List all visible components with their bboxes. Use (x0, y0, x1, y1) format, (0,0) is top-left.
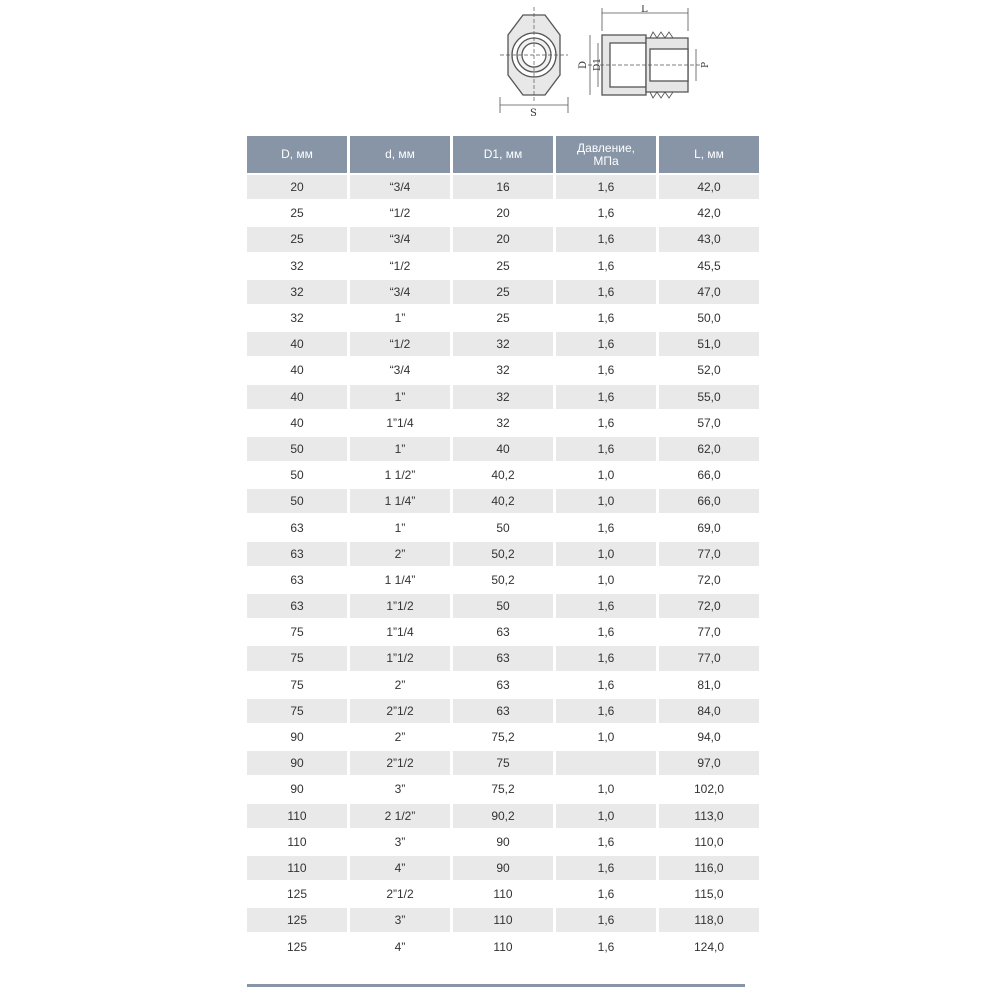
table-row (247, 542, 759, 568)
cell-d1: 110 (453, 882, 553, 908)
spec-table (244, 136, 762, 961)
cell-d-outer: 50 (247, 437, 347, 463)
cell-d-outer: 40 (247, 332, 347, 358)
cell-pressure: 1,6 (556, 673, 656, 699)
cell-d-outer: 63 (247, 568, 347, 594)
cell-d-thread: 1” (350, 306, 450, 332)
table-row (247, 227, 759, 253)
label-d1: D1 (593, 58, 603, 71)
cell-d-outer: 50 (247, 463, 347, 489)
label-l: L (641, 5, 648, 15)
cell-d-thread: “1/2 (350, 254, 450, 280)
cell-d1: 63 (453, 646, 553, 672)
cell-length: 55,0 (659, 385, 759, 411)
table-row (247, 908, 759, 934)
cell-d-outer: 75 (247, 620, 347, 646)
cell-d-outer: 32 (247, 306, 347, 332)
cell-d1: 50 (453, 594, 553, 620)
cell-pressure: 1,6 (556, 332, 656, 358)
cell-d1: 40,2 (453, 463, 553, 489)
cell-d1: 32 (453, 358, 553, 384)
cell-d-thread: 1 1/4” (350, 568, 450, 594)
cell-d-thread: “1/2 (350, 332, 450, 358)
table-row (247, 646, 759, 672)
table-row (247, 777, 759, 803)
cell-length: 66,0 (659, 463, 759, 489)
table-row (247, 280, 759, 306)
cell-d-thread: 2” (350, 542, 450, 568)
table-row (247, 568, 759, 594)
cell-d1: 75,2 (453, 777, 553, 803)
cell-d1: 50,2 (453, 568, 553, 594)
header-d1: D1, мм (453, 136, 553, 175)
table-row (247, 751, 759, 777)
cell-d-outer: 32 (247, 254, 347, 280)
table-row (247, 882, 759, 908)
fitting-side-view (588, 8, 700, 98)
cell-pressure: 1,6 (556, 385, 656, 411)
cell-pressure: 1,6 (556, 646, 656, 672)
cell-pressure: 1,6 (556, 620, 656, 646)
cell-d-outer: 125 (247, 934, 347, 960)
cell-d-thread: “1/2 (350, 201, 450, 227)
table-row (247, 934, 759, 960)
table-row (247, 489, 759, 515)
cell-length: 102,0 (659, 777, 759, 803)
cell-length: 66,0 (659, 489, 759, 515)
cell-pressure: 1,6 (556, 358, 656, 384)
cell-d-outer: 75 (247, 673, 347, 699)
cell-d-outer: 63 (247, 515, 347, 541)
cell-pressure: 1,6 (556, 856, 656, 882)
cell-d1: 25 (453, 306, 553, 332)
cell-pressure: 1,6 (556, 830, 656, 856)
cell-pressure: 1,0 (556, 463, 656, 489)
cell-length: 45,5 (659, 254, 759, 280)
cell-d1: 90 (453, 830, 553, 856)
cell-pressure: 1,6 (556, 280, 656, 306)
cell-d1: 16 (453, 175, 553, 201)
cell-d-thread: 2”1/2 (350, 699, 450, 725)
cell-d-thread: 2”1/2 (350, 882, 450, 908)
cell-d1: 40,2 (453, 489, 553, 515)
cell-d-outer: 90 (247, 751, 347, 777)
cell-d-thread: 1” (350, 385, 450, 411)
cell-pressure: 1,0 (556, 725, 656, 751)
cell-pressure: 1,6 (556, 934, 656, 960)
cell-d-thread: 1”1/2 (350, 646, 450, 672)
cell-d1: 32 (453, 411, 553, 437)
cell-d-thread: 1”1/2 (350, 594, 450, 620)
cell-d-thread: 1 1/2” (350, 463, 450, 489)
cell-d-thread: 2” (350, 725, 450, 751)
cell-d-outer: 20 (247, 175, 347, 201)
cell-length: 77,0 (659, 542, 759, 568)
header-pressure: Давление, МПа (556, 136, 656, 175)
table-bottom-rule (247, 984, 745, 987)
cell-d-outer: 50 (247, 489, 347, 515)
table-row (247, 463, 759, 489)
cell-d-outer: 125 (247, 908, 347, 934)
cell-d-thread: 2” (350, 673, 450, 699)
cell-length: 97,0 (659, 751, 759, 777)
cell-length: 57,0 (659, 411, 759, 437)
header-length: L, мм (659, 136, 759, 175)
cell-d1: 25 (453, 280, 553, 306)
header-d-thread: d, мм (350, 136, 450, 175)
cell-d1: 75 (453, 751, 553, 777)
cell-length: 52,0 (659, 358, 759, 384)
cell-pressure: 1,6 (556, 437, 656, 463)
cell-length: 47,0 (659, 280, 759, 306)
table-row (247, 699, 759, 725)
cell-length: 77,0 (659, 646, 759, 672)
cell-d1: 63 (453, 699, 553, 725)
cell-d-outer: 110 (247, 830, 347, 856)
cell-length: 43,0 (659, 227, 759, 253)
cell-d-outer: 90 (247, 777, 347, 803)
cell-d-outer: 110 (247, 804, 347, 830)
cell-d1: 75,2 (453, 725, 553, 751)
cell-d-thread: 2”1/2 (350, 751, 450, 777)
cell-pressure: 1,6 (556, 175, 656, 201)
cell-length: 110,0 (659, 830, 759, 856)
cell-length: 116,0 (659, 856, 759, 882)
table-header-row (247, 136, 759, 175)
table-row (247, 856, 759, 882)
table-row (247, 332, 759, 358)
cell-length: 81,0 (659, 673, 759, 699)
table-row (247, 673, 759, 699)
cell-pressure: 1,6 (556, 254, 656, 280)
table-row (247, 254, 759, 280)
cell-pressure: 1,6 (556, 411, 656, 437)
table-row (247, 358, 759, 384)
label-d: D (578, 60, 589, 69)
table-row (247, 804, 759, 830)
fitting-drawing (490, 5, 725, 120)
table-row (247, 725, 759, 751)
table-row (247, 175, 759, 201)
cell-d-outer: 125 (247, 882, 347, 908)
cell-pressure: 1,6 (556, 306, 656, 332)
cell-d-thread: “3/4 (350, 358, 450, 384)
cell-length: 42,0 (659, 201, 759, 227)
table-row (247, 201, 759, 227)
cell-pressure: 1,0 (556, 542, 656, 568)
cell-d-thread: 1”1/4 (350, 411, 450, 437)
cell-d1: 20 (453, 201, 553, 227)
cell-d-outer: 40 (247, 385, 347, 411)
cell-d-thread: 3” (350, 908, 450, 934)
cell-pressure: 1,0 (556, 568, 656, 594)
header-d-outer: D, мм (247, 136, 347, 175)
table-row (247, 594, 759, 620)
table-row (247, 620, 759, 646)
cell-d1: 110 (453, 908, 553, 934)
cell-d1: 50,2 (453, 542, 553, 568)
cell-d-outer: 25 (247, 227, 347, 253)
cell-d-thread: 1 1/4” (350, 489, 450, 515)
cell-d-outer: 40 (247, 358, 347, 384)
cell-d1: 40 (453, 437, 553, 463)
cell-length: 124,0 (659, 934, 759, 960)
cell-d-outer: 40 (247, 411, 347, 437)
cell-d1: 110 (453, 934, 553, 960)
cell-length: 72,0 (659, 568, 759, 594)
cell-length: 50,0 (659, 306, 759, 332)
cell-d-outer: 63 (247, 542, 347, 568)
cell-d1: 90 (453, 856, 553, 882)
table-body (247, 175, 759, 961)
cell-length: 69,0 (659, 515, 759, 541)
cell-length: 84,0 (659, 699, 759, 725)
cell-d1: 50 (453, 515, 553, 541)
cell-d-outer: 63 (247, 594, 347, 620)
cell-d-outer: 75 (247, 646, 347, 672)
table-row (247, 385, 759, 411)
cell-d-thread: 3” (350, 777, 450, 803)
cell-pressure: 1,0 (556, 804, 656, 830)
cell-length: 94,0 (659, 725, 759, 751)
cell-length: 42,0 (659, 175, 759, 201)
cell-d-thread: 4” (350, 934, 450, 960)
cell-pressure: 1,6 (556, 908, 656, 934)
cell-length: 118,0 (659, 908, 759, 934)
cell-pressure: 1,6 (556, 882, 656, 908)
cell-d1: 90,2 (453, 804, 553, 830)
cell-d1: 20 (453, 227, 553, 253)
cell-d-thread: “3/4 (350, 280, 450, 306)
cell-d-thread: 3” (350, 830, 450, 856)
table-row (247, 830, 759, 856)
table-row (247, 411, 759, 437)
cell-pressure: 1,0 (556, 777, 656, 803)
cell-length: 77,0 (659, 620, 759, 646)
cell-d1: 25 (453, 254, 553, 280)
cell-d1: 32 (453, 385, 553, 411)
cell-length: 72,0 (659, 594, 759, 620)
cell-d-thread: 1” (350, 515, 450, 541)
cell-d-outer: 110 (247, 856, 347, 882)
cell-d-outer: 25 (247, 201, 347, 227)
cell-pressure: 1,6 (556, 227, 656, 253)
cell-d-thread: “3/4 (350, 175, 450, 201)
table-row (247, 437, 759, 463)
cell-length: 51,0 (659, 332, 759, 358)
cell-pressure (556, 751, 656, 777)
cell-d1: 63 (453, 673, 553, 699)
cell-length: 115,0 (659, 882, 759, 908)
cell-length: 113,0 (659, 804, 759, 830)
cell-d-thread: 2 1/2” (350, 804, 450, 830)
table-row (247, 306, 759, 332)
cell-d-thread: 1” (350, 437, 450, 463)
cell-d1: 63 (453, 620, 553, 646)
cell-length: 62,0 (659, 437, 759, 463)
cell-d-outer: 90 (247, 725, 347, 751)
label-p: P (701, 61, 711, 68)
cell-d-thread: 4” (350, 856, 450, 882)
label-s: S (530, 108, 537, 119)
cell-pressure: 1,6 (556, 515, 656, 541)
cell-d-outer: 32 (247, 280, 347, 306)
cell-pressure: 1,6 (556, 699, 656, 725)
cell-d-outer: 75 (247, 699, 347, 725)
cell-d-thread: “3/4 (350, 227, 450, 253)
cell-pressure: 1,0 (556, 489, 656, 515)
cell-d-thread: 1”1/4 (350, 620, 450, 646)
table-row (247, 515, 759, 541)
cell-pressure: 1,6 (556, 594, 656, 620)
hex-end-view (500, 7, 568, 113)
cell-d1: 32 (453, 332, 553, 358)
cell-pressure: 1,6 (556, 201, 656, 227)
